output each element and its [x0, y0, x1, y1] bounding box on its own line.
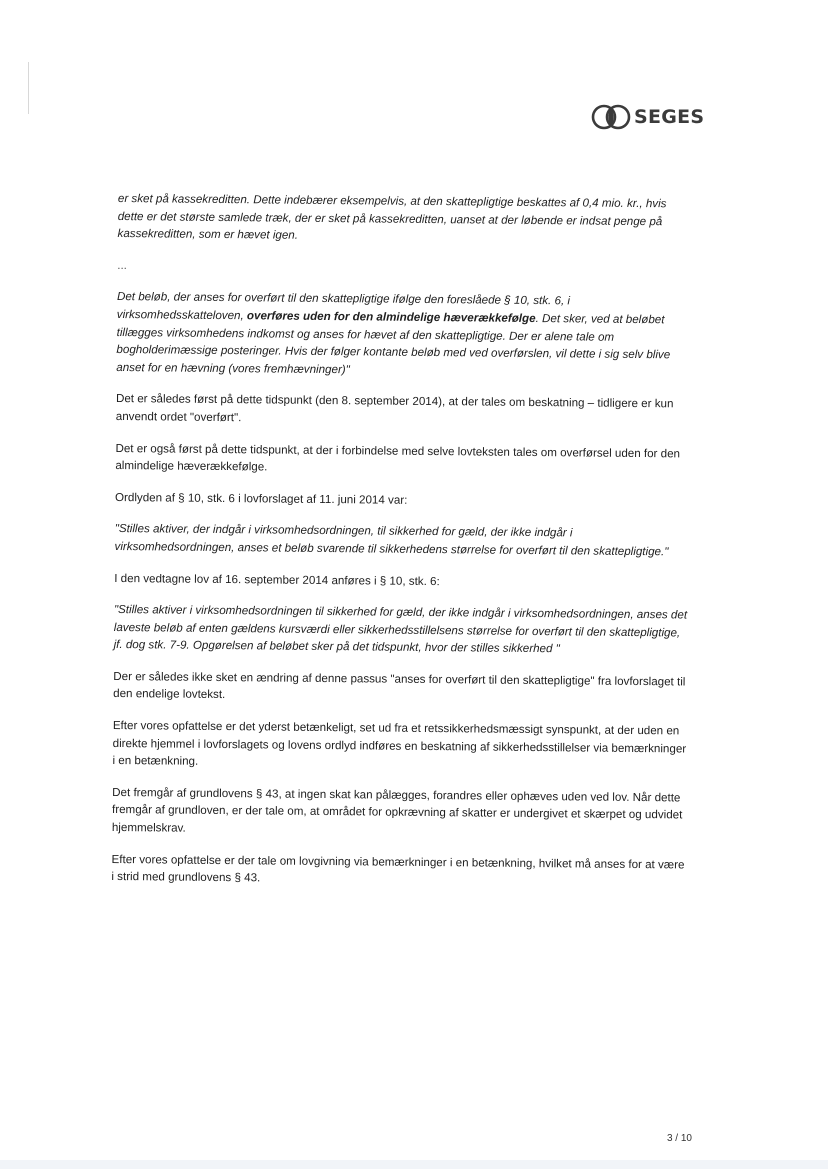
paragraph-9: Der er således ikke sket en ændring af denne passus "anses for overført til den skattepligtige" fra lovforslaget til den endelige lovtekst. [113, 669, 686, 702]
paragraph-2 [116, 288, 691, 381]
paragraph-5: Ordlyden af § 10, stk. 6 i lovforslaget af 11. juni 2014 var: [114, 490, 408, 507]
ellipsis: ... [117, 258, 128, 272]
paragraph-1: er sket på kassekreditten. Dette indebærer eksempelvis, at den skattepligtige beskattes af 0,4 mio. kr., hvis dette er det største samlede træk, der er sket på kassekreditten, uanset at der løbende er indsat penge på kassekreditten, som er hævet igen. [117, 191, 667, 242]
paragraph-6: "Stilles aktiver, der indgår i virksomhedsordningen, til sikkerhed for gæld, der ikke indgår i virksomhedsordningen, anses et beløb svarende til sikkerhedens størrelse for overført til den skattepligtige." [114, 522, 669, 559]
seges-logo [591, 102, 704, 132]
paragraph-10: Efter vores opfattelse er det yderst betænkeligt, set ud fra et retssikkerhedsmæssigt synspunkt, at der uden en direkte hjemmel i lovforslagets og lovens ordlyd indføres en beskatning af sikkerhedsstillelser via bemærkninger i en betænkning. [112, 719, 687, 769]
page-number: 3 / 10 [666, 1133, 692, 1144]
paragraph-7: I den vedtagne lov af 16. september 2014 anføres i § 10, stk. 6: [114, 571, 440, 588]
paragraph-12: Efter vores opfattelse er der tale om lovgivning via bemærkninger i en betænkning, hvilket må anses for at være i strid med grundlovens § 43. [111, 852, 685, 885]
paragraph-3: Det er således først på dette tidspunkt (den 8. september 2014), at der tales om beskatning – tidligere er kun anvendt ordet "overført". [115, 392, 674, 425]
logo-text: SEGES [634, 106, 705, 128]
paragraph-2-bold: overføres uden for den almindelige hæverækkefølge [246, 309, 536, 325]
paragraph-8: "Stilles aktiver i virksomhedsordningen til sikkerhed for gæld, der ikke indgår i virksomhedsordningen, anses det laveste beløb af enten gældens kursværdi eller sikkerhedsstillelsens størrelse for overført til den skattepligtige, jf. dog stk. 7-9. Opgørelsen af beløbet sker på det tidspunkt, hvor der stilles sikkerhed " [113, 603, 688, 656]
paragraph-2-part-a: Det beløb, der anses for overført til den skattepligtige ifølge den foreslåede § 10, stk. 6, i virksomhedsskatteloven, [116, 290, 571, 323]
paragraph-4: Det er også først på dette tidspunkt, at der i forbindelse med selve lovteksten tales om overførsel uden for den almindelige hæverækkefølge. [115, 441, 681, 474]
paragraph-11: Det fremgår af grundlovens § 43, at ingen skat kan pålægges, forandres eller ophæves uden ved lov. Når dette fremgår af grundloven, er der tale om, at området for opkrævning af skatter er undergivet et skærpet og udvidet hjemmelskrav. [111, 785, 683, 835]
scan-bottom-edge [0, 1160, 828, 1169]
scan-edge-mark [28, 62, 29, 114]
seges-logo-icon [591, 104, 631, 130]
paragraph-2-part-b: . Det sker, ved at beløbet tillægges virksomhedens indkomst og anses for hævet af den skattepligtige. Der er alene tale om bogholderimæssige posteringer. Hvis der følger kontante beløb med ved overførslen, vil dette i sig selv blive anset for en hævning (vores fremhævninger)" [116, 311, 671, 376]
document-body [111, 190, 692, 905]
